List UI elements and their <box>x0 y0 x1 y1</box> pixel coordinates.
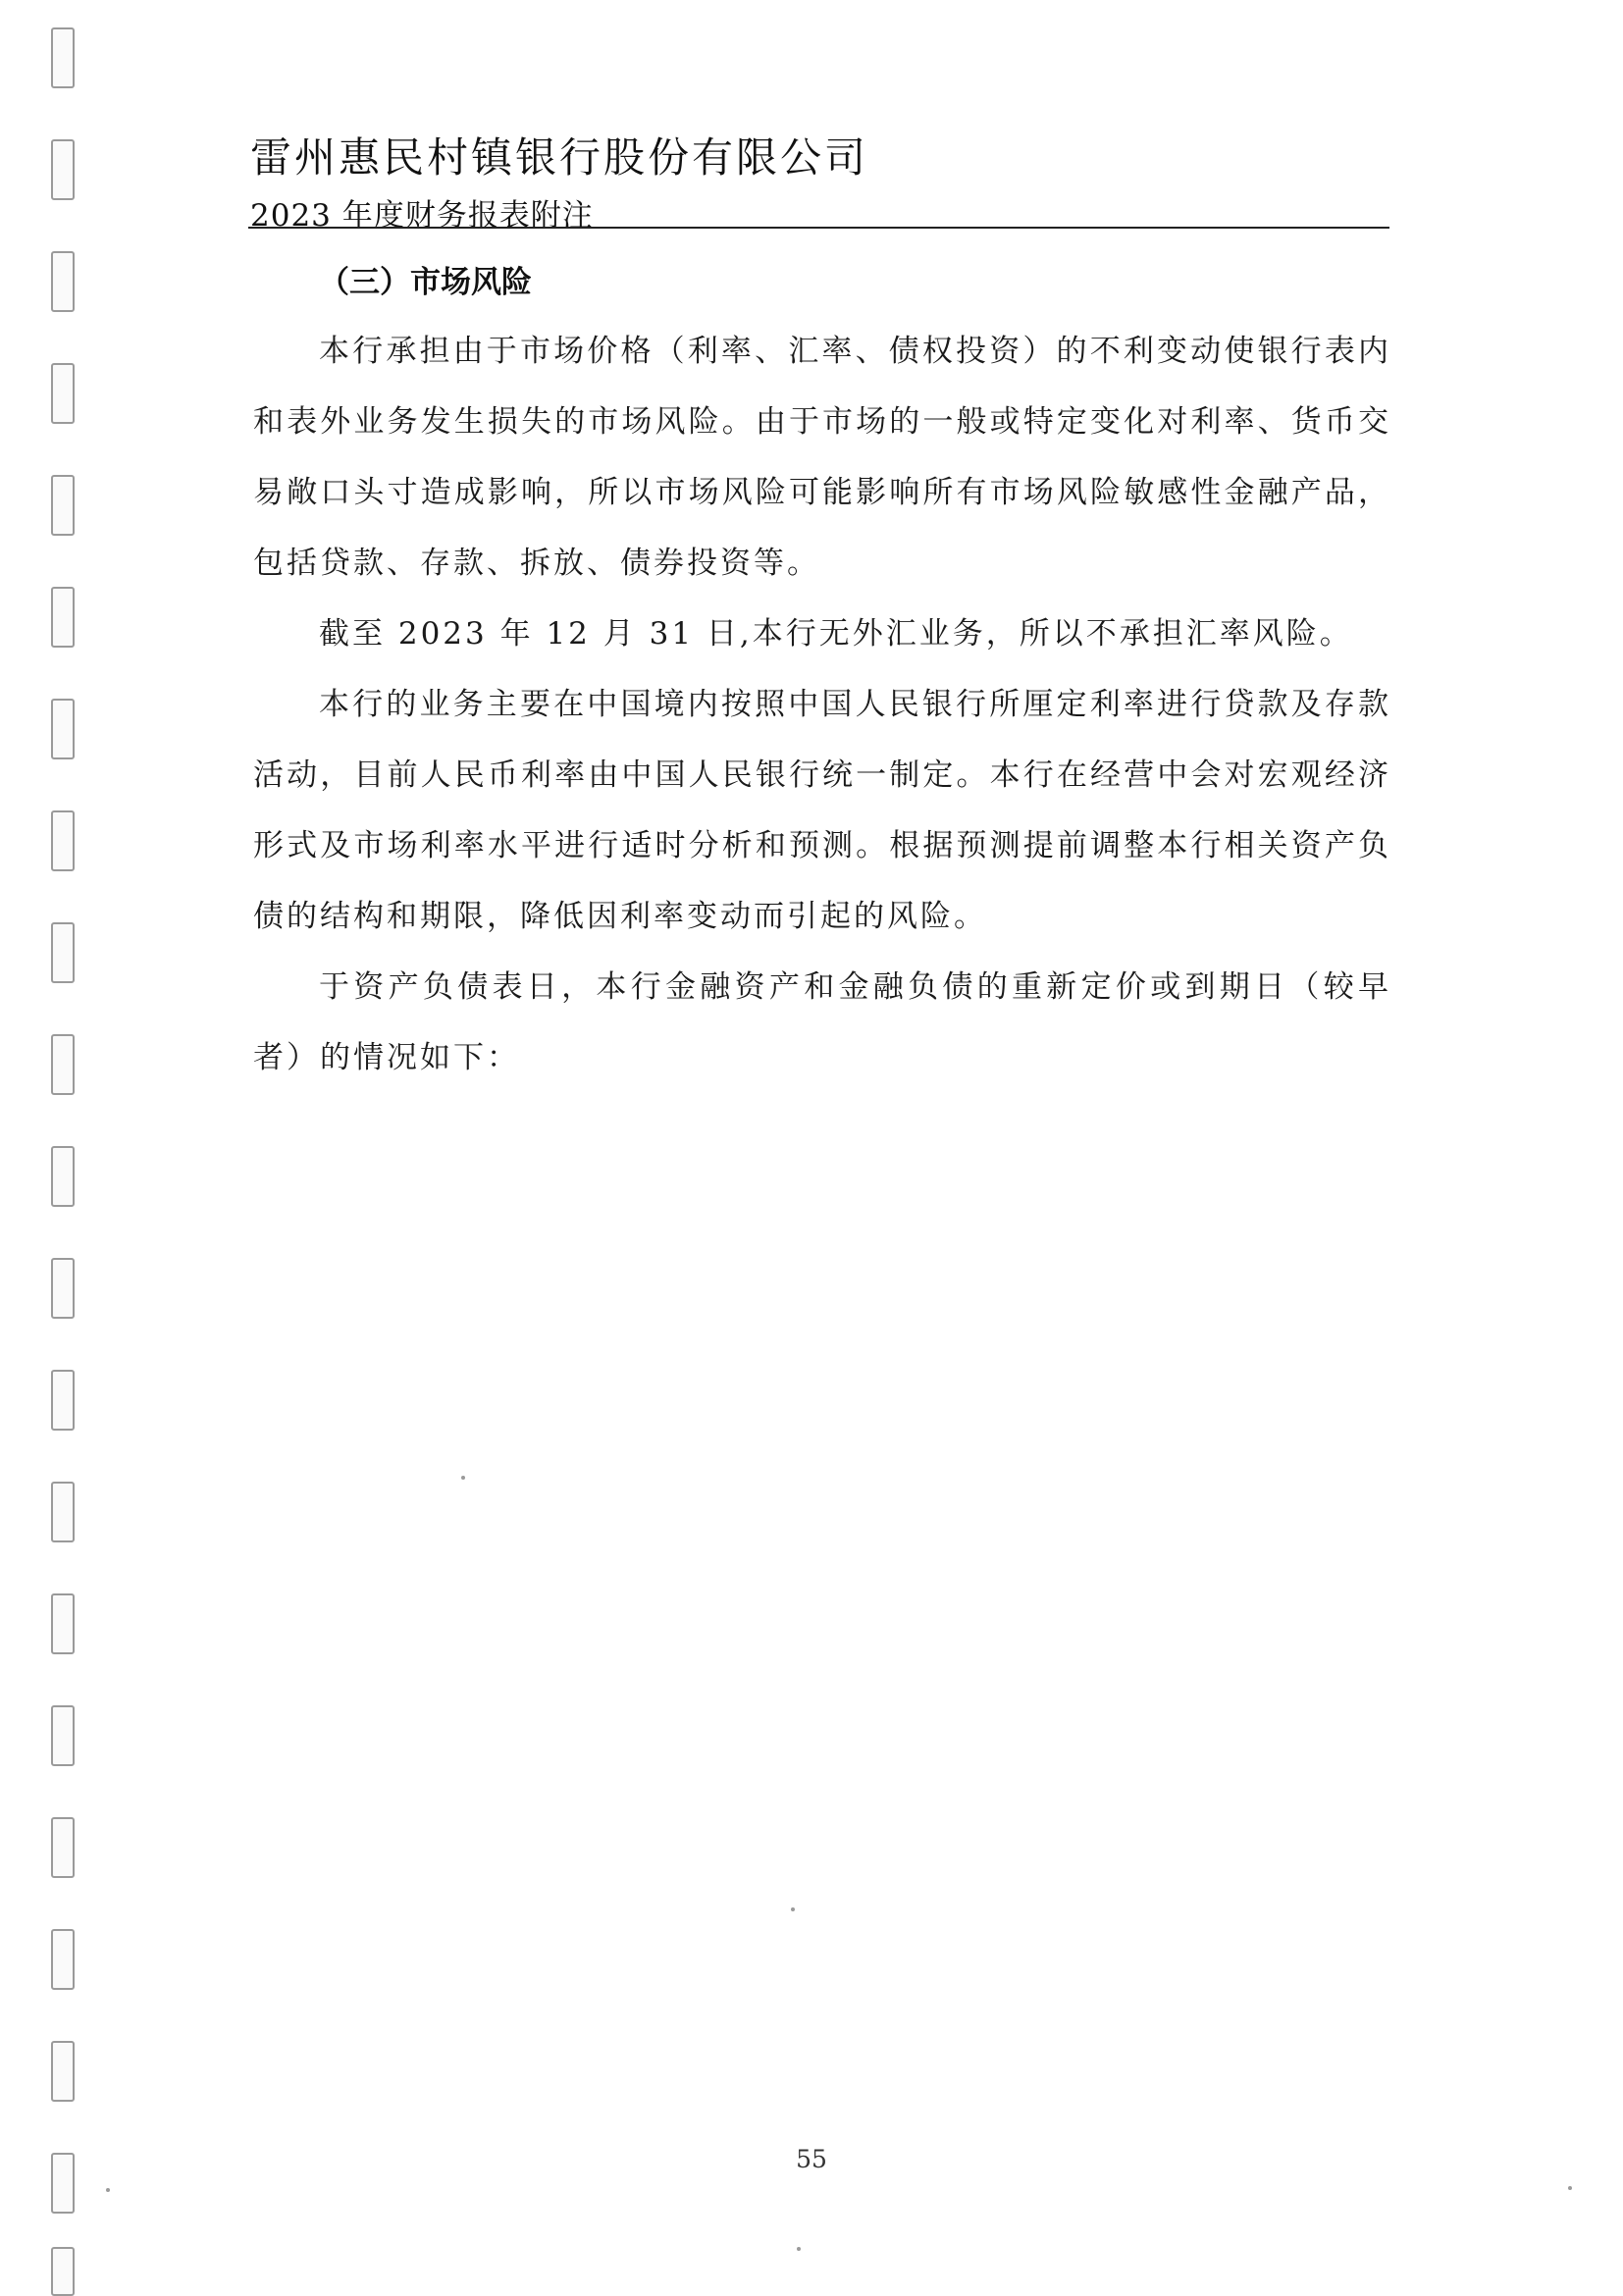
binding-hole <box>51 475 75 536</box>
paragraph-market-risk-definition: 本行承担由于市场价格（利率、汇率、债权投资）的不利变动使银行表内和表外业务发生损失的市场风险。由于市场的一般或特定变化对利率、货币交易敞口头寸造成影响，所以市场风险可能影响所有市场风险敏感性金融产品，包括贷款、存款、拆放、债券投资等。 <box>253 334 1391 581</box>
binding-hole <box>51 810 75 871</box>
binding-hole <box>51 1929 75 1990</box>
scan-speck <box>797 2247 801 2251</box>
binding-hole <box>51 1705 75 1766</box>
binding-hole <box>51 1593 75 1654</box>
header-divider <box>248 227 1389 229</box>
scan-speck <box>1568 2186 1572 2190</box>
binding-hole <box>51 1258 75 1319</box>
binding-hole <box>51 1817 75 1878</box>
binding-hole <box>51 2041 75 2102</box>
paragraph-repricing-intro: 于资产负债表日，本行金融资产和金融负债的重新定价或到期日（较早者）的情况如下： <box>253 969 1391 1075</box>
binding-hole <box>51 1370 75 1431</box>
section-title: （三）市场风险 <box>319 265 532 300</box>
binding-hole <box>51 587 75 648</box>
company-name: 雷州惠民村镇银行股份有限公司 <box>250 133 869 182</box>
report-subtitle: 2023 年度财务报表附注 <box>250 198 594 234</box>
binding-hole <box>51 2247 75 2296</box>
binding-hole <box>51 363 75 424</box>
binding-hole <box>51 27 75 88</box>
scan-speck <box>106 2188 110 2192</box>
page-number: 55 <box>796 2145 827 2173</box>
paragraph-fx-risk: 截至 2023 年 12 月 31 日,本行无外汇业务，所以不承担汇率风险。 <box>319 616 1353 652</box>
binding-hole <box>51 1034 75 1095</box>
scan-speck <box>461 1476 465 1480</box>
binding-hole <box>51 251 75 312</box>
binding-holes <box>43 0 82 2296</box>
paragraph-interest-rate-risk: 本行的业务主要在中国境内按照中国人民银行所厘定利率进行贷款及存款活动，目前人民币利率由中国人民银行统一制定。本行在经营中会对宏观经济形式及市场利率水平进行适时分析和预测。根据预测提前调整本行相关资产负债的结构和期限，降低因利率变动而引起的风险。 <box>253 687 1391 934</box>
binding-hole <box>51 1146 75 1207</box>
scan-speck <box>791 1907 795 1911</box>
binding-hole <box>51 1482 75 1542</box>
binding-hole <box>51 922 75 983</box>
binding-hole <box>51 699 75 759</box>
binding-hole <box>51 139 75 200</box>
